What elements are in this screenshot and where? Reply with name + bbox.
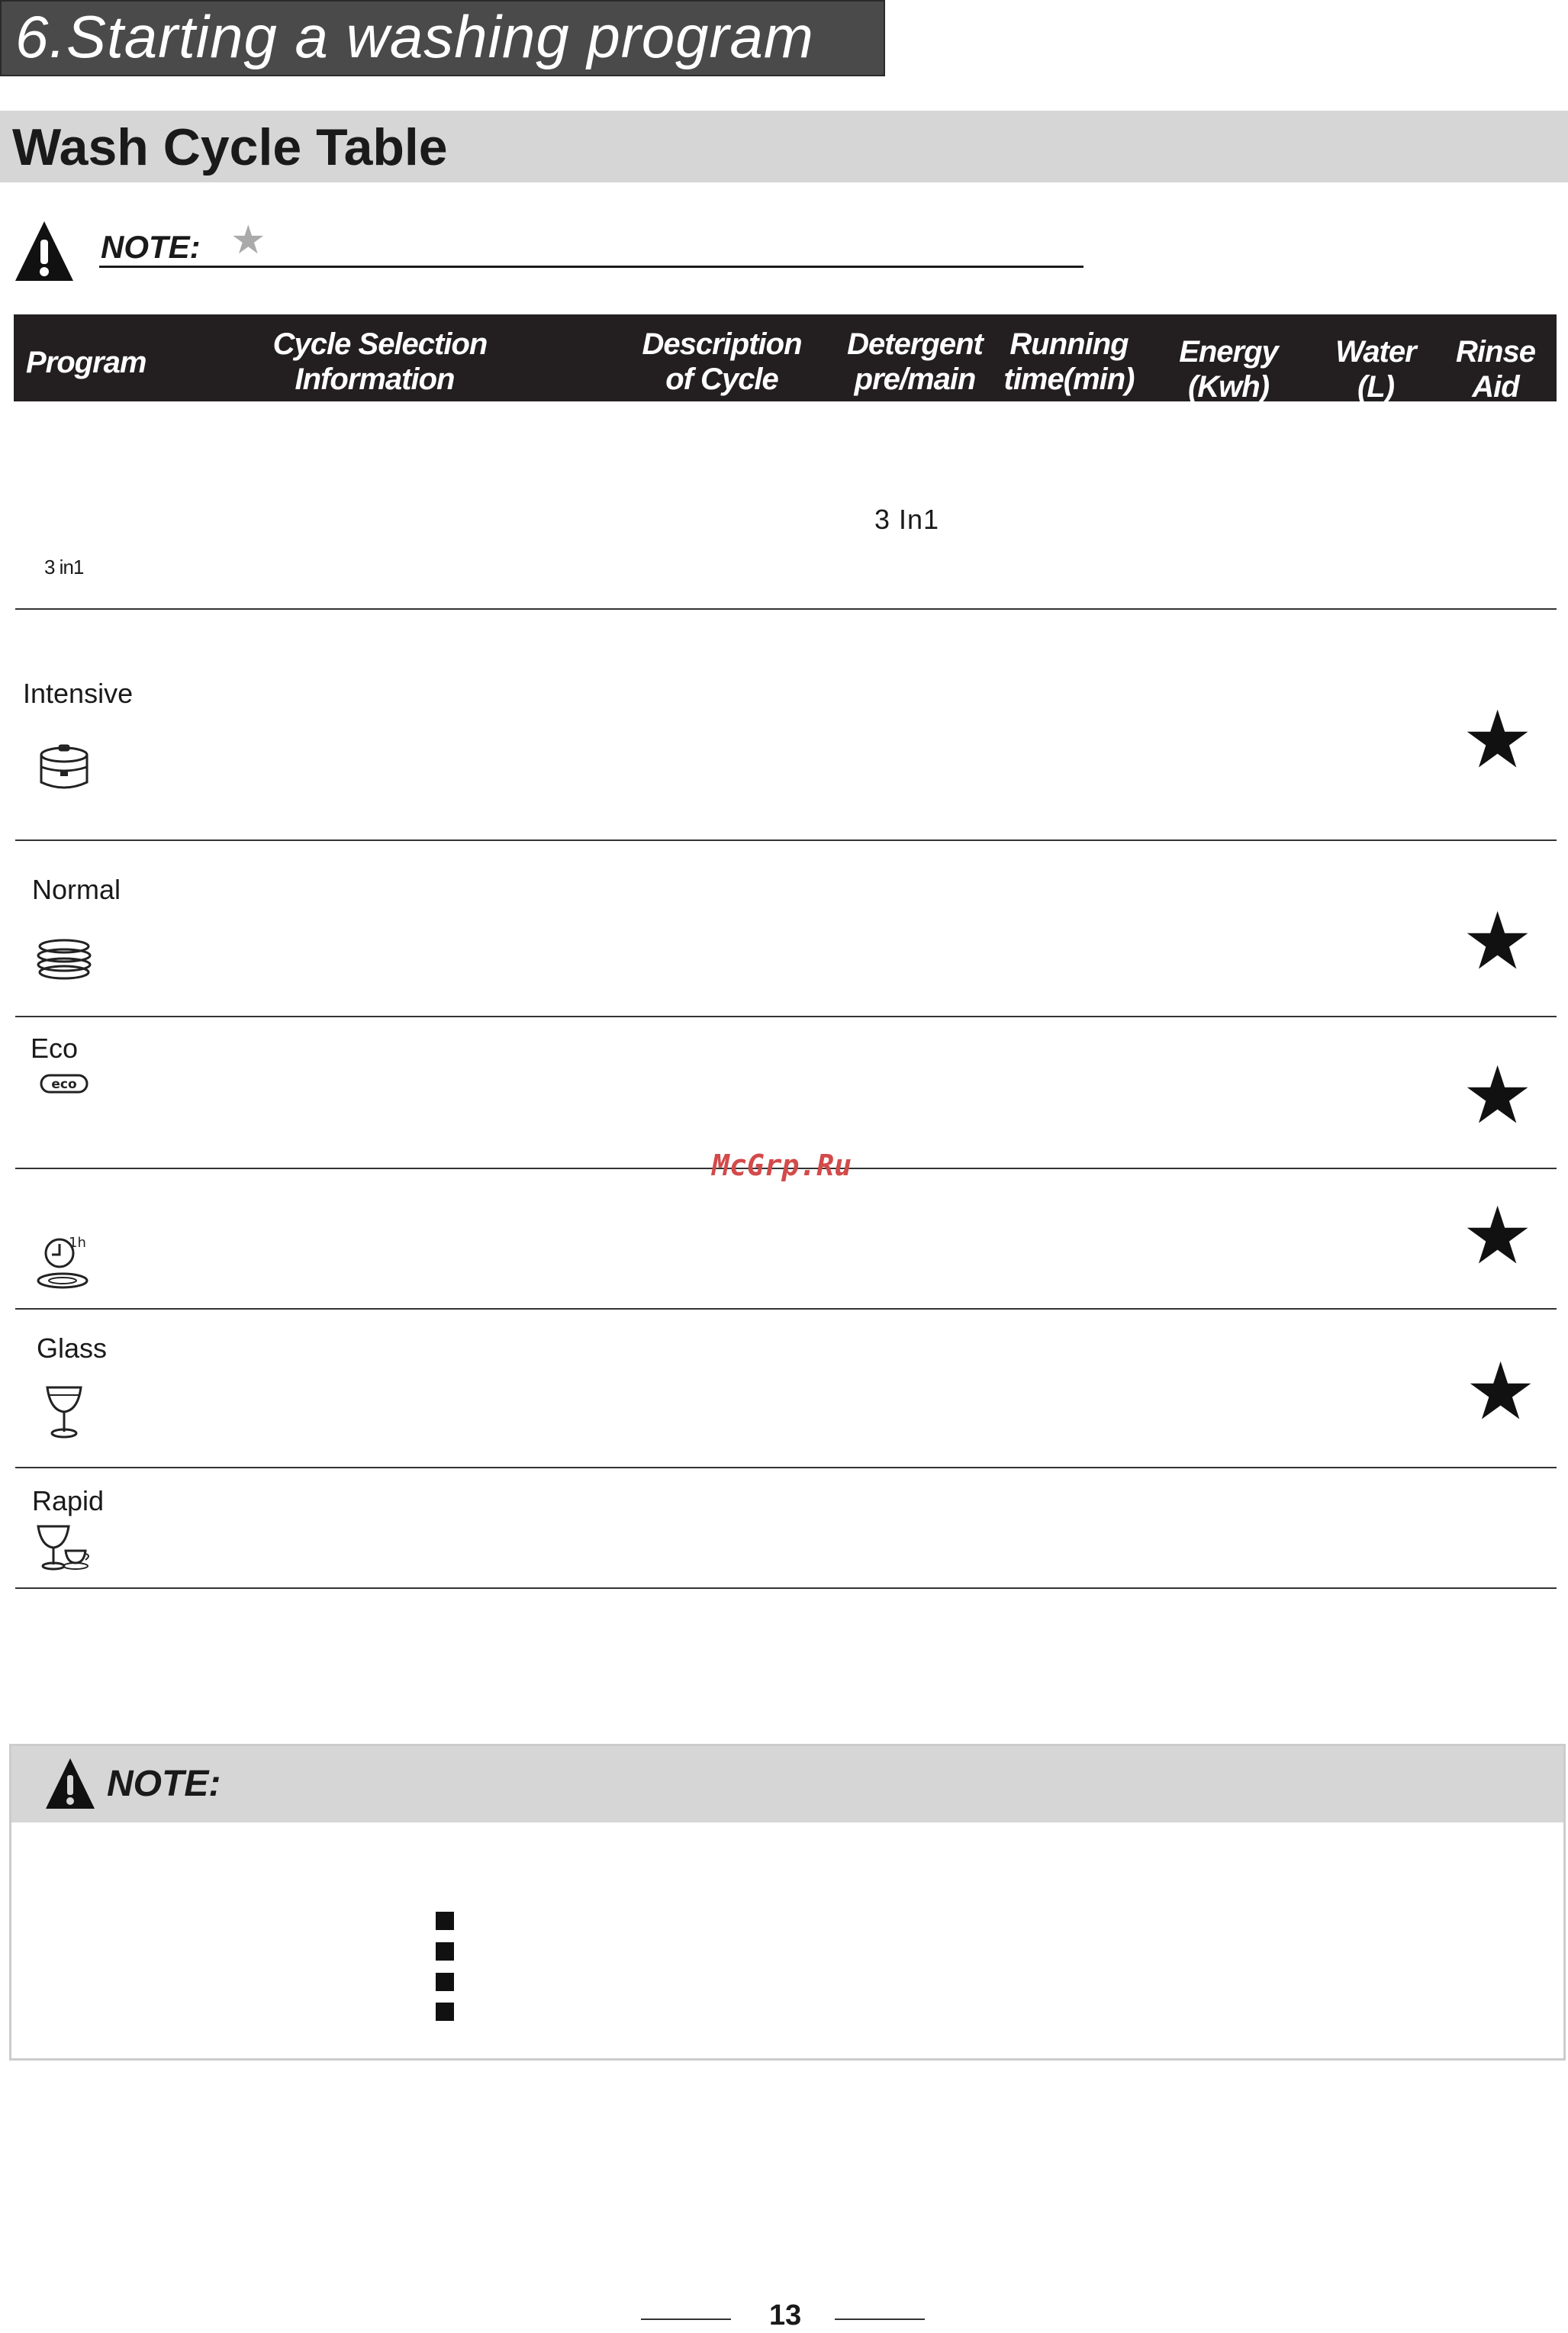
header-running-line2: time(min) [1003,363,1135,396]
rinse-aid-star-icon: ★ [1462,696,1534,785]
glass-and-cup-icon [35,1523,93,1572]
section-title-text: 6.Starting a washing program [15,3,814,70]
header-energy-line1: Energy [1179,335,1278,369]
watermark-text: McGrp.Ru [712,1149,852,1182]
header-cycle-selection [250,327,510,397]
note-label-bottom: NOTE: [107,1764,221,1804]
bullet-square-icon [436,1942,454,1961]
row-divider [15,608,1557,610]
header-water [1318,334,1433,404]
one-hour-label: 1h [69,1235,86,1251]
header-running-line1: Running [1009,327,1129,361]
warning-triangle-icon [14,220,75,282]
page-number-line-right [835,2318,925,2320]
row-divider [15,1308,1557,1310]
program-intensive-label: Intensive [23,678,134,709]
header-cycle-selection-line1: Cycle Selection [272,327,488,361]
subtitle-text: Wash Cycle Table [12,118,448,176]
eco-icon [40,1074,89,1094]
header-energy [1152,334,1305,404]
header-description-line2: of Cycle [665,363,778,396]
bottom-note-header [11,1746,1563,1822]
pot-icon [35,744,93,794]
subtitle-bar [0,111,1568,182]
header-detergent [827,327,1003,397]
header-description [607,327,836,397]
program-glass-label: Glass [37,1332,108,1364]
header-description-line1: Description [642,327,802,361]
plates-icon [35,939,93,981]
header-water-line2: (L) [1357,370,1395,404]
program-rapid-label: Rapid [32,1485,105,1516]
page-number-line-left [641,2318,731,2320]
bullet-square-icon [436,2003,454,2021]
row-divider [15,1016,1557,1017]
header-rinse-line2: Aid [1472,370,1519,404]
row-divider [15,1467,1557,1468]
program-normal-label: Normal [32,874,121,905]
bullet-square-icon [436,1973,454,1991]
wine-glass-icon [44,1384,84,1439]
section-title [0,0,885,76]
note-underline [99,266,1083,268]
table-header [14,314,1557,404]
rinse-aid-star-icon: ★ [1462,1052,1534,1140]
header-detergent-line2: pre/main [854,363,976,396]
header-energy-line2: (Kwh) [1187,370,1270,404]
header-cycle-selection-line2: Information [295,363,455,396]
row-divider [15,839,1557,841]
program-eco-label: Eco [31,1033,79,1064]
rinse-aid-star-icon: ★ [1462,1192,1534,1281]
program-3in1-icon-label: 3 in1 [44,556,84,578]
one-hour-plate-icon [35,1235,96,1293]
header-rinse-line1: Rinse [1456,335,1535,369]
rinse-aid-star-icon: ★ [1462,897,1534,986]
page-number: 13 [769,2299,802,2331]
header-rinse-aid [1434,334,1557,404]
eco-icon-text: eco [51,1077,77,1092]
note-label-top: NOTE: [101,229,201,265]
rinse-aid-star-icon: ★ [1465,1348,1537,1436]
header-running-time [981,327,1157,397]
warning-triangle-icon [44,1757,96,1810]
header-program: Program [26,346,146,379]
bullet-square-icon [436,1912,454,1930]
detergent-3in1-label: 3 In1 [874,504,940,535]
row-divider [15,1587,1557,1589]
header-water-line1: Water [1335,335,1416,369]
note-star-icon: ★ [230,218,266,263]
header-detergent-line1: Detergent [847,327,983,361]
